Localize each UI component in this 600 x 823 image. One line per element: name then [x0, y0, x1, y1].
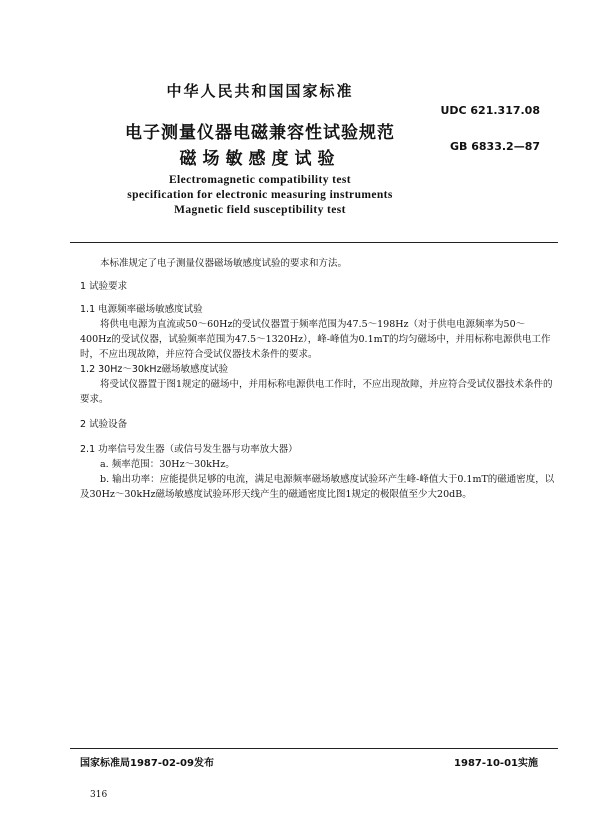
title-en-line-1: Electromagnetic compatibility test — [168, 174, 351, 186]
gb-number: GB 6833.2—87 — [450, 140, 540, 153]
footer-divider — [70, 748, 558, 749]
header-divider — [70, 242, 558, 243]
page-number: 316 — [90, 790, 108, 800]
implementation-date: 1987-10-01实施 — [454, 758, 538, 769]
title-en-line-2: specification for electronic measuring instruments — [127, 189, 393, 201]
title-cn-line-2: 磁场敏感度试验 — [179, 149, 341, 169]
section-1-2-heading: 1.2 30Hz～30kHz磁场敏感度试验 — [80, 364, 229, 375]
section-1-1-heading: 1.1 电源频率磁场敏感度试验 — [80, 304, 203, 315]
section-1-heading: 1 试验要求 — [80, 281, 128, 292]
intro-paragraph: 本标准规定了电子测量仪器磁场敏感度试验的要求和方法。 — [100, 258, 348, 269]
section-1-2-text: 将受试仪器置于图1规定的磁场中，并用标称电源供电工作时，不应出现故障，并应符合受试仪器技术条件的要求。 — [80, 379, 553, 405]
title-en-line-3: Magnetic field susceptibility test — [174, 204, 346, 216]
section-2-1-item-a: a. 频率范围：30Hz～30kHz。 — [100, 459, 235, 470]
section-1-1-text: 将供电电源为直流或50～60Hz的受试仪器置于频率范围为47.5～198Hz（对于供电电源频率为50～400Hz的受试仪器，试验频率范围为47.5～1320Hz），峰-峰值为0.1mT的均匀磁场中，并用标称电源供电工作时，不应出现故障，并应符合受试仪器技术条件的要求。 — [80, 319, 551, 360]
country-standard-heading: 中华人民共和国国家标准 — [166, 82, 354, 100]
section-2-heading: 2 试验设备 — [80, 419, 128, 430]
section-2-1-heading: 2.1 功率信号发生器（或信号发生器与功率放大器） — [80, 444, 298, 455]
section-2-1-item-b: b. 输出功率：应能提供足够的电流，满足电源频率磁场敏感度试验环产生峰-峰值大于0.1mT的磁通密度，以及30Hz～30kHz磁场敏感度试验环形天线产生的磁通密度比图1规定的极限值至少大20dB。 — [80, 474, 555, 500]
title-cn-line-1: 电子测量仪器电磁兼容性试验规范 — [125, 123, 395, 143]
udc-number: UDC 621.317.08 — [440, 104, 540, 117]
issue-date: 国家标准局1987-02-09发布 — [80, 758, 214, 769]
document-body — [80, 256, 555, 502]
